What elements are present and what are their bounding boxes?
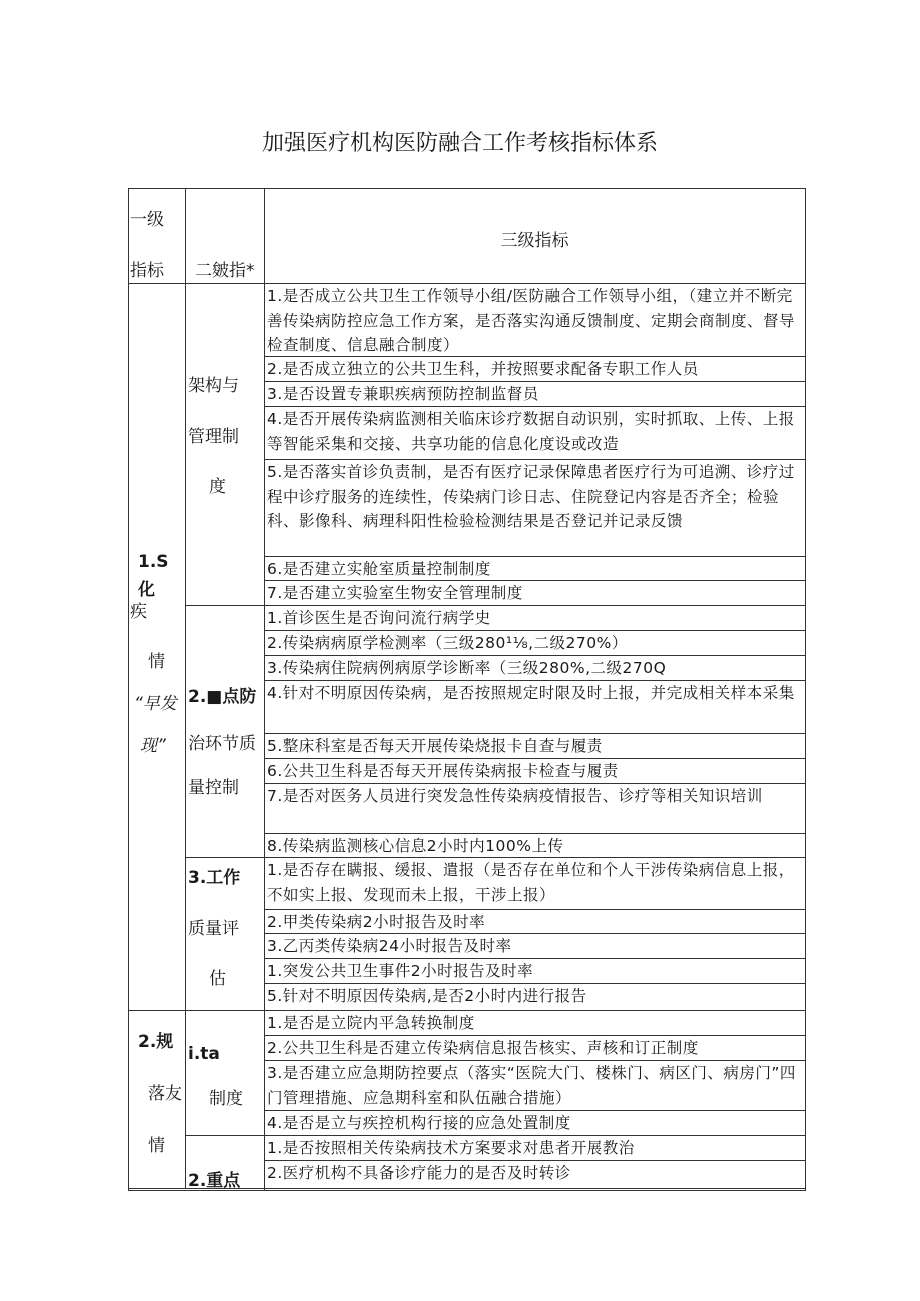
header-level3: 三级指标 (500, 231, 569, 251)
indicator-item: 3.传染病住院病例病原学诊断率（三级280%,二级270Q (267, 659, 667, 677)
indicator-item: 2.医疗机构不具备诊疗能力的是否及时转诊 (267, 1164, 571, 1182)
indicator-item: 4.是否是立与疾控机构行接的应急处置制度 (267, 1114, 571, 1132)
level1-label: 疾 (130, 602, 147, 622)
table-rule (128, 1188, 186, 1189)
level2-label: 量控制 (188, 778, 239, 798)
header-level2: 二皴指* (195, 261, 255, 281)
indicator-item: 1.首诊医生是否询问流行病学史 (267, 609, 491, 627)
indicator-item: 1.是否成立公共卫生工作领导小组/医防融合工作领导小组，（建立并不断完善传染病防控应急工作方案，是否落实沟通反馈制度、定期会商制度、督导检查制度、信息融合制度） (267, 287, 796, 354)
indicator-item: 7.是否对医务人员进行突发急性传染病疫情报告、诊疗等相关知识培训 (267, 787, 763, 805)
indicator-item: 2.是否成立独立的公共卫生科，并按照要求配备专职工作人员 (267, 360, 699, 378)
level2-label: 架构与 (188, 376, 239, 396)
level1-label: 现” (140, 736, 166, 756)
level2-label: i.ta (188, 1044, 220, 1064)
indicator-item: 5.整床科室是否每天开展传染烧报卡自查与履责 (267, 737, 603, 755)
table-rule (128, 1010, 186, 1011)
level2-label: 治环节质 (188, 734, 256, 754)
level2-label: 度 (209, 477, 226, 497)
level2-label: 估 (209, 969, 226, 989)
table-rule (185, 605, 265, 606)
indicator-item: 6.公共卫生科是否每天开展传染病报卡检查与履责 (267, 762, 619, 780)
indicator-item: 3.乙丙类传染病24小时报告及时率 (267, 937, 512, 955)
indicator-item: 7.是否建立实验室生物安全管理制度 (267, 584, 523, 602)
level1-label: 情 (148, 1136, 165, 1156)
table-rule (264, 1188, 806, 1189)
level1-label: 落友 (148, 1084, 182, 1104)
indicator-item: 8.传染病监测核心信息2小时内100%上传 (267, 837, 564, 855)
level1-label: “早发 (134, 694, 177, 714)
indicator-item: 1.是否是立院内平急转换制度 (267, 1014, 475, 1032)
indicator-item: 1.突发公共卫生事件2小时报告及时率 (267, 962, 534, 980)
indicator-item: 2.公共卫生科是否建立传染病信息报告核实、声核和订正制度 (267, 1039, 699, 1057)
header-level1-line2: 指标 (130, 261, 164, 281)
level2-label: 2.■点防 (188, 687, 257, 707)
indicator-item: 1.是否按照相关传染病技术方案要求对患者开展教治 (267, 1139, 635, 1157)
page-title: 加强医疗机构医防融合工作考核指标体系 (261, 131, 658, 156)
indicator-item: 5.针对不明原因传染病,是否2小时内进行报告 (267, 987, 587, 1005)
indicator-item: 5.是否落实首诊负责制，是否有医疗记录保障患者医疗行为可追溯、诊疗过程中诊疗服务的连续性，传染病门诊日志、住院登记内容是否齐全；检验科、影像科、病理科阳性检验检测结果是否登记并记录反馈 (267, 463, 795, 530)
indicator-item: 4.是否开展传染病监测相关临床诊疗数据自动识别，实时抓取、上传、上报等智能采集和交接、共享功能的信息化度设或改造 (267, 410, 795, 453)
indicator-item: 1.是否存在瞒报、缓报、遣报（是否存在单位和个人干涉传染病信息上报，不如实上报、发现而未上报，干涉上报） (267, 861, 795, 904)
table-rule (805, 188, 806, 1190)
table-rule (264, 188, 265, 1190)
level1-label: 2.规 (138, 1032, 174, 1052)
indicator-item: 3.是否设置专兼职疾病预防控制监督员 (267, 385, 539, 403)
table-rule (185, 188, 186, 283)
indicator-item: 4.针对不明原因传染病，是否按照规定时限及时上报，并完成相关样本采集 (267, 684, 795, 702)
table-rule (185, 1010, 265, 1011)
indicator-item: 3.是否建立应急期防控要点（落实“医院大门、楼株门、病区门、病房门”四门管理措施、应急期科室和队伍融合措施） (267, 1064, 796, 1107)
level2-label: 3.工作 (188, 868, 241, 888)
table-rule (185, 857, 265, 858)
level2-label: 2.重点 (188, 1171, 241, 1191)
indicator-item: 2.传染病病原学检测率（三级280¹⅛,二级270%） (267, 634, 628, 652)
indicator-item: 6.是否建立实舱室质量控制制度 (267, 560, 491, 578)
table-rule (128, 188, 806, 189)
level1-label: 情 (148, 652, 165, 672)
level2-label: 管理制 (188, 427, 239, 447)
table-rule (185, 1135, 265, 1136)
header-level1-line1: 一级 (130, 210, 164, 230)
level2-label: 制度 (209, 1089, 243, 1109)
level2-label: 质量评 (188, 919, 239, 939)
level1-label: 1.S化 (138, 552, 169, 600)
indicator-item: 2.甲类传染病2小时报告及时率 (267, 913, 486, 931)
